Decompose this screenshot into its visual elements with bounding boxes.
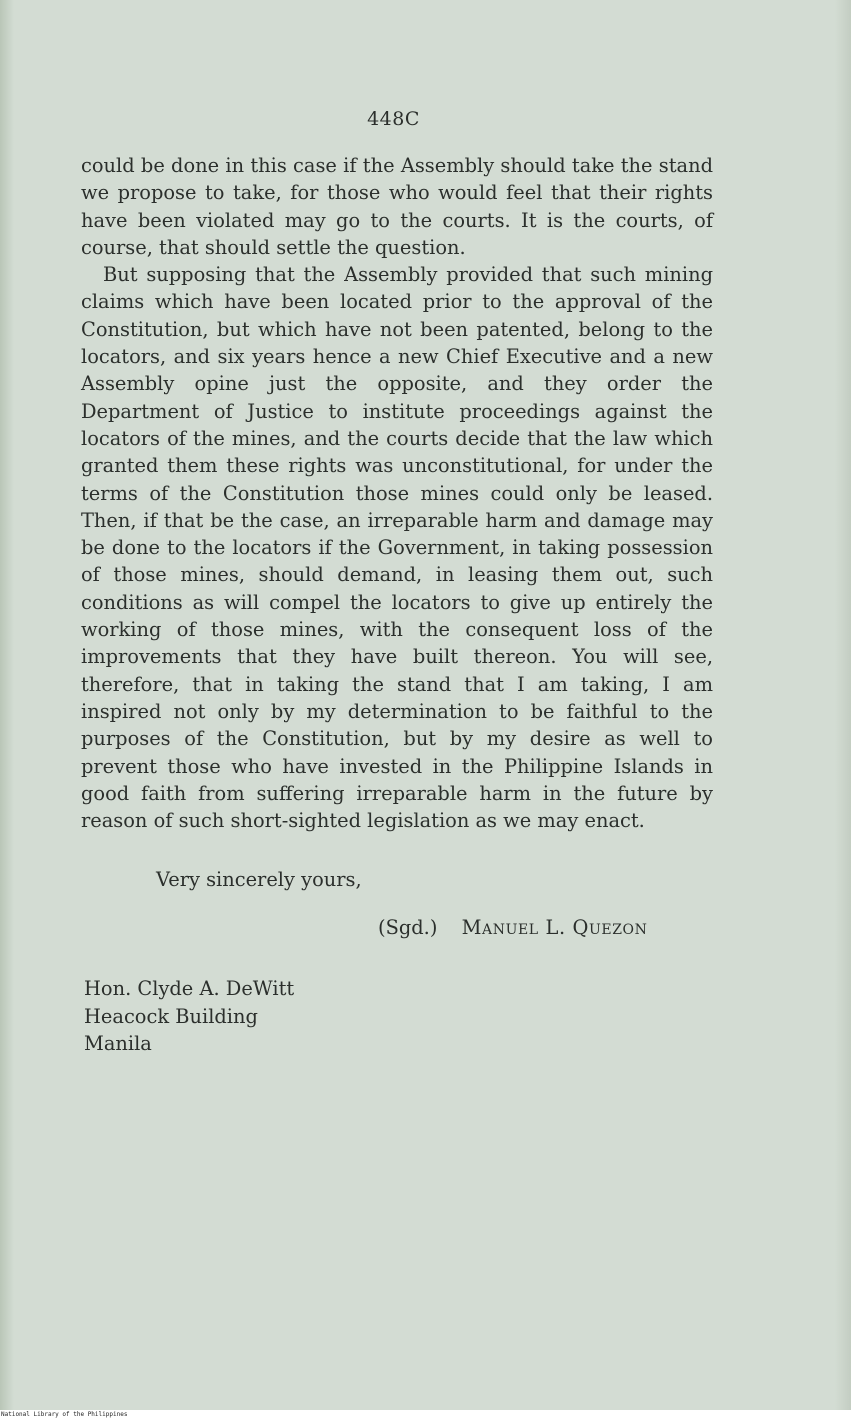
paragraph-mining-claims: But supposing that the Assembly provided that such mining claims which have been located prior to the approval of the Constitution, but which have not been patented, belong to the locators, and six years hence a new Chief Executive and a new Assembly opine just the opposite, and they order the Department of Justice to institute proceedings against the locators of the mines, and the courts decide that the law which granted them these rights was unconstitutional, for under the terms of the Constitution those mines could only be leased. Then, if that be the case, an irreparable harm and damage may be done to the locators if the Government, in taking possession of those mines, should demand, in leasing them out, such conditions as will compel the locators to give up entirely the working of those mines, with the consequent loss of the improvements that they have built thereon. You will see, therefore, that in taking the stand that I am taking, I am inspired not only by my determination to be faithful to the purposes of the Constitution, but by my desire as well to prevent those who have invested in the Philippine Islands in good faith from suffering irreparable harm in the future by reason of such short-sighted legislation as we may enact. (81, 263, 713, 833)
signature-prefix: (Sgd.) (378, 916, 438, 939)
addressee-block (84, 975, 294, 1058)
addressee-city: Manila (84, 1032, 152, 1055)
library-watermark: National Library of the Philippines (1, 1411, 128, 1418)
signature-block (378, 914, 647, 941)
signatory-name: Manuel L. Quezon (461, 916, 648, 939)
addressee-building: Heacock Building (84, 1004, 258, 1028)
page-number: 448C (367, 108, 420, 130)
closing-line: Very sincerely yours, (156, 868, 362, 891)
letter-body (81, 152, 713, 834)
addressee-name: Hon. Clyde A. DeWitt (84, 977, 295, 1000)
paragraph-continuation: could be done in this case if the Assembly should take the stand we propose to take, for those who would feel that their rights have been violated may go to the courts. It is the courts, of course, that should settle the question. (81, 154, 713, 259)
